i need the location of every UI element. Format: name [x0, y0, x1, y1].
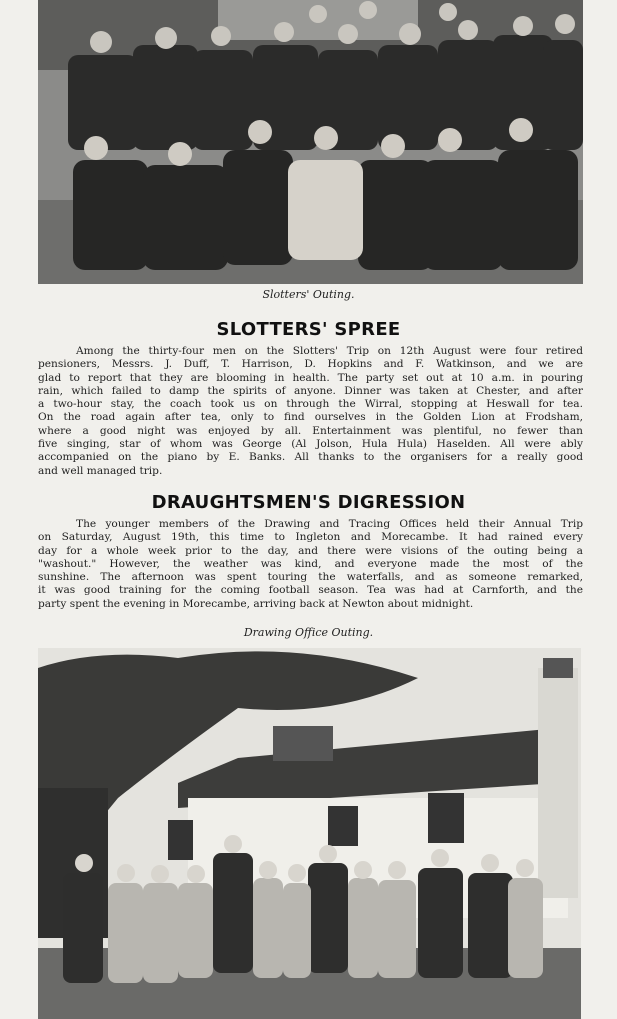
text-line: On the road again after tea, only to find ourselves in the Golden Lion at Frodsham, — [38, 411, 583, 424]
slotters-outing-photo — [38, 0, 583, 284]
text-line: rain, which failed to damp the spirits of anyone. Dinner was taken at Chester, and after — [38, 384, 583, 397]
section-heading-draughtsmens-digression: DRAUGHTSMEN'S DIGRESSION — [151, 492, 466, 513]
slotters-group-image — [38, 0, 583, 284]
text-line: a two-hour stay, the coach took us on through the Wirral, stopping at Heswall for tea. — [38, 398, 583, 411]
text-line: The younger members of the Drawing and Tracing Offices held their Annual Trip — [76, 518, 583, 530]
text-line: five singing, star of whom was George (Al Jolson, Hula Hula) Haselden. All were ably — [38, 438, 583, 451]
text-line: where a good night was enjoyed by all. Entertainment was plentiful, no fewer than — [38, 424, 583, 437]
caption-slotters-outing: Slotters' Outing. — [262, 288, 355, 301]
caption-drawing-office-outing: Drawing Office Outing. — [243, 626, 374, 639]
text-line: accompanied on the piano by E. Banks. All thanks to the organisers for a really good — [38, 451, 583, 464]
text-line: pensioners, Messrs. J. Duff, T. Harrison, D. Hopkins and F. Watkinson, and we are — [38, 358, 583, 371]
text-line: day for a whole week prior to the day, and there were visions of the outing being a — [38, 544, 583, 557]
section-heading-slotters-spree: SLOTTERS' SPREE — [216, 319, 401, 340]
text-line: it was good training for the coming football season. Tea was had at Carnforth, and the — [38, 584, 583, 597]
drawing-office-group-image — [38, 648, 581, 1019]
text-line: Among the thirty-four men on the Slotters' Trip on 12th August were four retired — [76, 345, 583, 357]
drawing-office-outing-photo — [38, 648, 581, 1019]
article-slotters-spree — [38, 345, 583, 478]
text-line: sunshine. The afternoon was spent touring the waterfalls, and as someone remarked, — [38, 571, 583, 584]
text-line: and well managed trip. — [38, 464, 163, 477]
text-line: "washout." However, the weather was kind, and everyone made the most of the — [38, 557, 583, 570]
text-line: on Saturday, August 19th, this time to Ingleton and Morecambe. It had rained every — [38, 531, 583, 544]
text-line: glad to report that they are blooming in health. The party set out at 10 a.m. in pouring — [38, 371, 583, 384]
text-line: party spent the evening in Morecambe, arriving back at Newton about midnight. — [38, 597, 474, 610]
article-draughtsmens-digression — [38, 518, 583, 611]
